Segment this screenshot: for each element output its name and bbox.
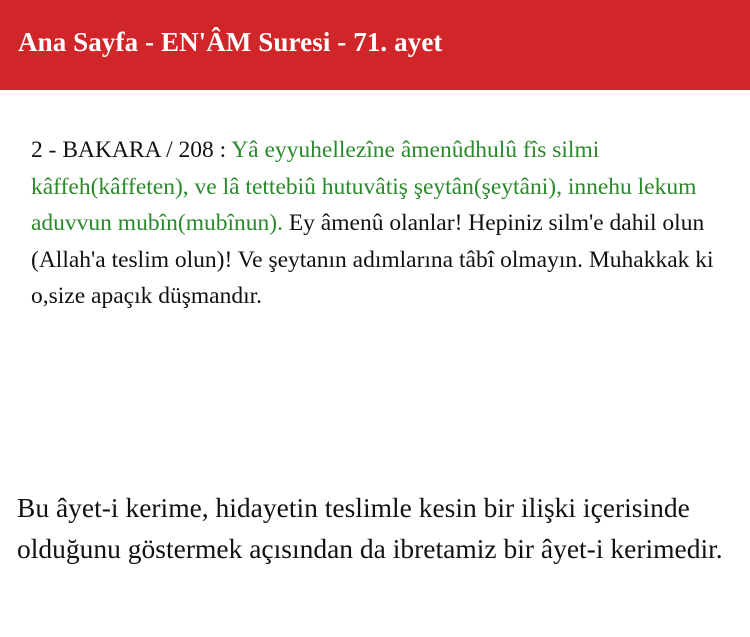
verse-reference: 2 - BAKARA / 208 :: [31, 137, 232, 163]
page-title[interactable]: Ana Sayfa - EN'ÂM Suresi - 71. ayet: [18, 26, 443, 57]
commentary-text: Bu âyet-i kerime, hidayetin teslimle kesin bir ilişki içerisinde olduğunu göstermek açısından da ibretamiz bir âyet-i kerimedir.: [17, 492, 723, 564]
verse-translation: Ey âmenû olanlar! Hepiniz silm'e dahil olun (Allah'a teslim olun)! Ve şeytanın adımlarına tâbî olmayın. Muhakkak ki o,size apaçık düşmandır.: [31, 210, 714, 310]
verse-transliteration: Yâ eyyuhellezîne âmenûdhulû fîs silmi kâffeh(kâffeten), ve lâ tettebiû hutuvâtiş şeytân(şeytâni), innehu lekum aduvvun mubîn(mubînun).: [31, 137, 697, 237]
verse-block: [31, 132, 736, 315]
page-header: [0, 0, 750, 90]
